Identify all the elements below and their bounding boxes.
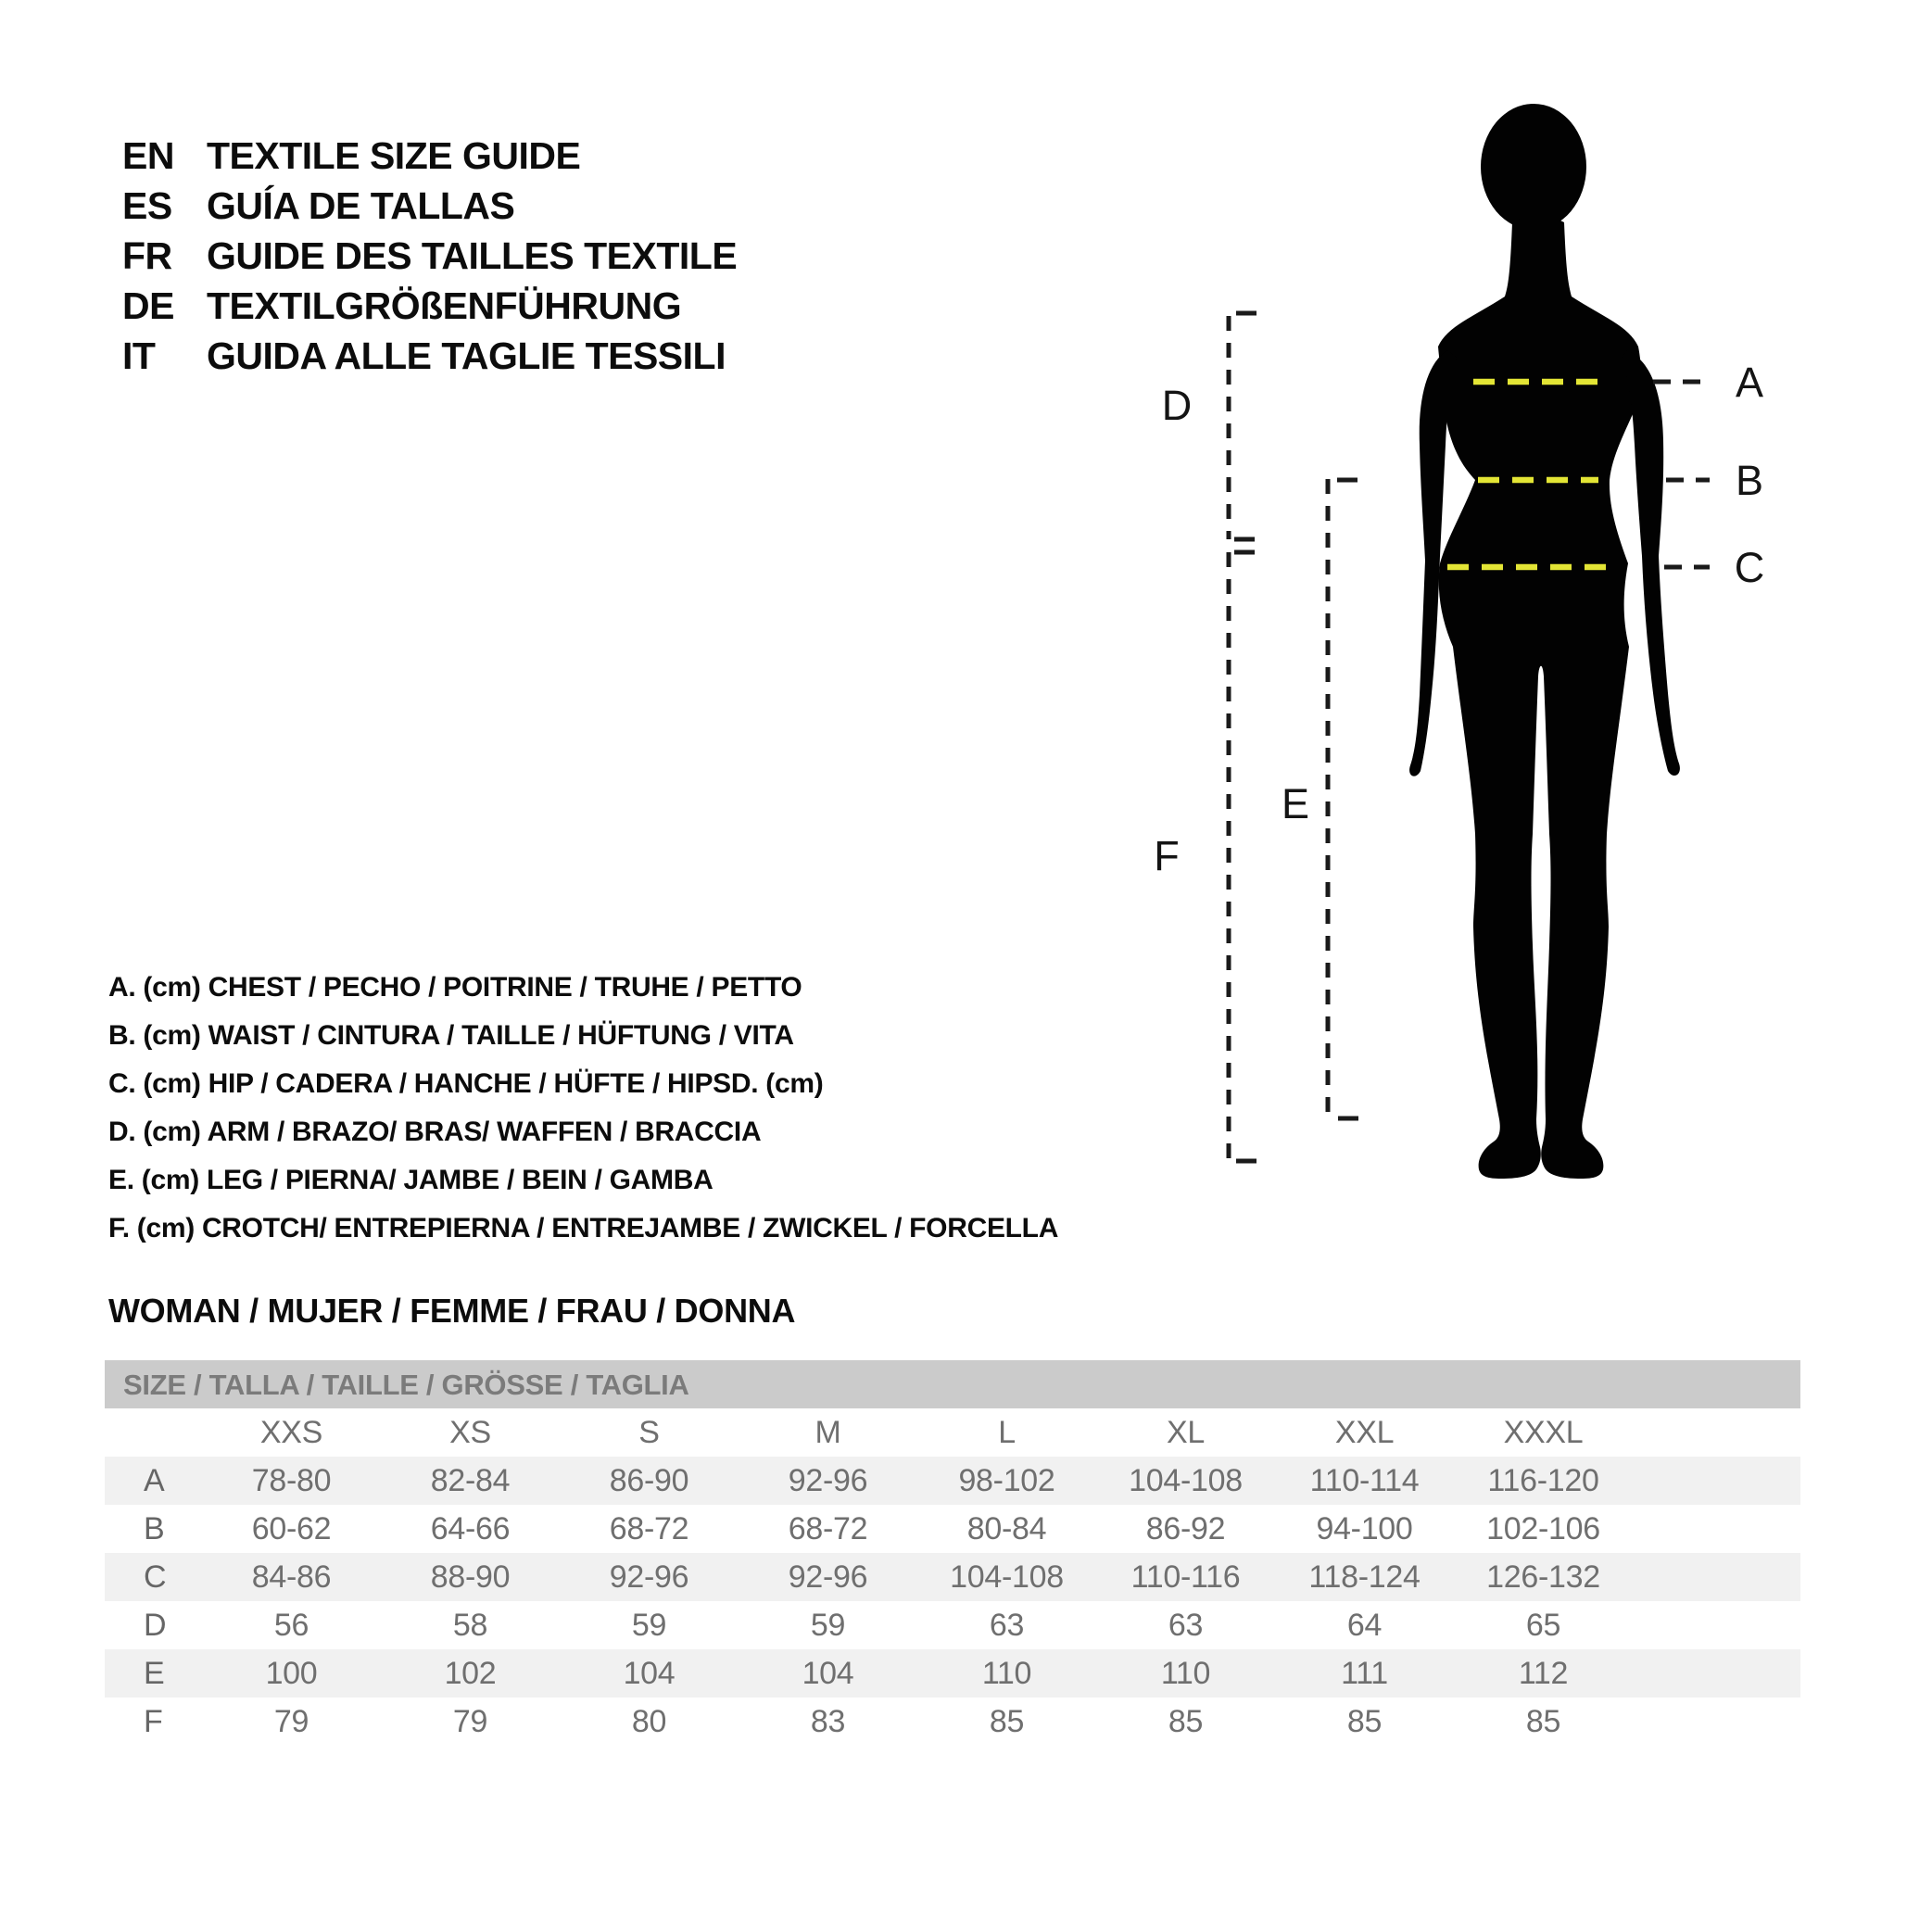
table-row (105, 1553, 1800, 1601)
size-value-cell: 110-116 (1130, 1559, 1241, 1595)
size-value-cell: 100 (265, 1656, 318, 1691)
size-value-cell: 82-84 (430, 1463, 511, 1498)
language-row (122, 131, 737, 181)
size-column-header: XL (1167, 1415, 1205, 1450)
size-value-cell: 63 (1168, 1608, 1204, 1643)
language-row (122, 281, 737, 331)
size-column-header: L (998, 1415, 1016, 1450)
size-value-cell: 85 (1168, 1704, 1204, 1739)
row-label-cell: D (144, 1608, 167, 1643)
gender-heading: WOMAN / MUJER / FEMME / FRAU / DONNA (108, 1292, 796, 1330)
size-value-cell: 110-114 (1309, 1463, 1420, 1498)
measurement-list (108, 964, 1058, 1253)
language-title: GUIDA ALLE TAGLIE TESSILI (207, 334, 726, 377)
size-value-cell: 65 (1525, 1608, 1561, 1643)
language-row (122, 331, 737, 381)
measurement-line: E. (cm) LEG / PIERNA/ JAMBE / BEIN / GAMBA (108, 1165, 713, 1195)
size-value-cell: 94-100 (1316, 1511, 1413, 1546)
size-column-header: XXS (259, 1415, 323, 1450)
hip-label: C (1734, 544, 1765, 591)
language-title: TEXTILE SIZE GUIDE (207, 134, 581, 177)
size-column-header: M (814, 1415, 841, 1450)
table-row (105, 1649, 1800, 1698)
size-value-cell: 56 (273, 1608, 309, 1643)
size-value-cell: 86-92 (1145, 1511, 1226, 1546)
size-value-cell: 104-108 (1129, 1463, 1243, 1498)
measurement-line: F. (cm) CROTCH/ ENTREPIERNA / ENTREJAMBE / ZWICKEL / FORCELLA (108, 1213, 1059, 1243)
chest-label: A (1735, 359, 1764, 406)
row-label-cell: B (144, 1511, 165, 1546)
table-row (105, 1457, 1800, 1505)
size-value-cell: 111 (1341, 1656, 1388, 1691)
language-list (122, 131, 737, 381)
size-value-cell: 88-90 (430, 1559, 511, 1595)
size-value-cell: 92-96 (788, 1559, 868, 1595)
size-value-cell: 83 (810, 1704, 846, 1739)
row-label-cell (105, 1408, 202, 1457)
size-guide-figure (1112, 74, 1816, 1205)
size-value-cell: 92-96 (609, 1559, 689, 1595)
size-column-header: S (638, 1415, 660, 1450)
size-value-cell: 64-66 (430, 1511, 511, 1546)
size-value-cell: 68-72 (788, 1511, 868, 1546)
measurement-line: C. (cm) HIP / CADERA / HANCHE / HÜFTE / HIPSD. (cm) (108, 1068, 824, 1099)
size-value-cell: 84-86 (251, 1559, 332, 1595)
table-row (105, 1505, 1800, 1553)
size-value-cell: 92-96 (788, 1463, 868, 1498)
language-code: DE (122, 284, 174, 327)
size-value-cell: 86-90 (609, 1463, 689, 1498)
size-value-cell: 102-106 (1486, 1511, 1600, 1546)
size-value-cell: 118-124 (1308, 1559, 1421, 1595)
size-value-cell: 98-102 (958, 1463, 1055, 1498)
size-value-cell: 58 (452, 1608, 488, 1643)
size-value-cell: 104-108 (950, 1559, 1064, 1595)
language-title: GUIDE DES TAILLES TEXTILE (207, 234, 738, 277)
size-value-cell: 85 (1346, 1704, 1383, 1739)
row-label-cell: A (144, 1463, 165, 1498)
size-column-header: XS (449, 1415, 491, 1450)
size-value-cell: 79 (273, 1704, 309, 1739)
size-table-header-bar: SIZE / TALLA / TAILLE / GRÖSSE / TAGLIA (105, 1360, 1800, 1408)
size-value-cell: 59 (631, 1608, 667, 1643)
language-row (122, 231, 737, 281)
size-value-cell: 60-62 (251, 1511, 332, 1546)
size-value-cell: 126-132 (1486, 1559, 1600, 1595)
measurement-line: D. (cm) ARM / BRAZO/ BRAS/ WAFFEN / BRACCIA (108, 1117, 762, 1147)
arm-label: D (1161, 382, 1193, 429)
size-value-cell: 112 (1518, 1656, 1569, 1691)
woman-silhouette-icon (1409, 104, 1680, 1179)
size-value-cell: 78-80 (251, 1463, 332, 1498)
size-value-cell: 85 (989, 1704, 1025, 1739)
language-code: FR (122, 234, 172, 277)
language-title: GUÍA DE TALLAS (207, 184, 515, 227)
size-value-cell: 64 (1346, 1608, 1383, 1643)
size-value-cell: 104 (802, 1656, 854, 1691)
size-column-header: XXXL (1503, 1415, 1584, 1450)
table-row (105, 1698, 1800, 1746)
size-value-cell: 59 (810, 1608, 846, 1643)
crotch-label: F (1154, 832, 1180, 879)
row-label-cell: F (144, 1704, 163, 1739)
size-value-cell: 80 (631, 1704, 667, 1739)
leg-label: E (1281, 780, 1310, 827)
table-row (105, 1601, 1800, 1649)
waist-label: B (1735, 457, 1764, 504)
language-row (122, 181, 737, 231)
sizes-header-row (105, 1408, 1800, 1457)
size-table (105, 1408, 1800, 1746)
size-value-cell: 110 (1160, 1656, 1211, 1691)
measurement-line: B. (cm) WAIST / CINTURA / TAILLE / HÜFTUNG / VITA (108, 1020, 794, 1051)
size-value-cell: 116-120 (1487, 1463, 1599, 1498)
size-value-cell: 102 (444, 1656, 497, 1691)
language-code: ES (122, 184, 172, 227)
language-code: EN (122, 134, 174, 177)
size-value-cell: 110 (981, 1656, 1032, 1691)
size-value-cell: 79 (452, 1704, 488, 1739)
size-value-cell: 68-72 (609, 1511, 689, 1546)
size-value-cell: 104 (623, 1656, 676, 1691)
language-title: TEXTILGRÖßENFÜHRUNG (207, 284, 682, 327)
size-value-cell: 63 (989, 1608, 1025, 1643)
size-value-cell: 80-84 (966, 1511, 1047, 1546)
language-code: IT (122, 334, 156, 377)
measurement-line: A. (cm) CHEST / PECHO / POITRINE / TRUHE / PETTO (108, 972, 802, 1003)
size-value-cell: 85 (1525, 1704, 1561, 1739)
row-label-cell: E (144, 1656, 165, 1691)
row-label-cell: C (144, 1559, 167, 1595)
size-column-header: XXL (1334, 1415, 1395, 1450)
